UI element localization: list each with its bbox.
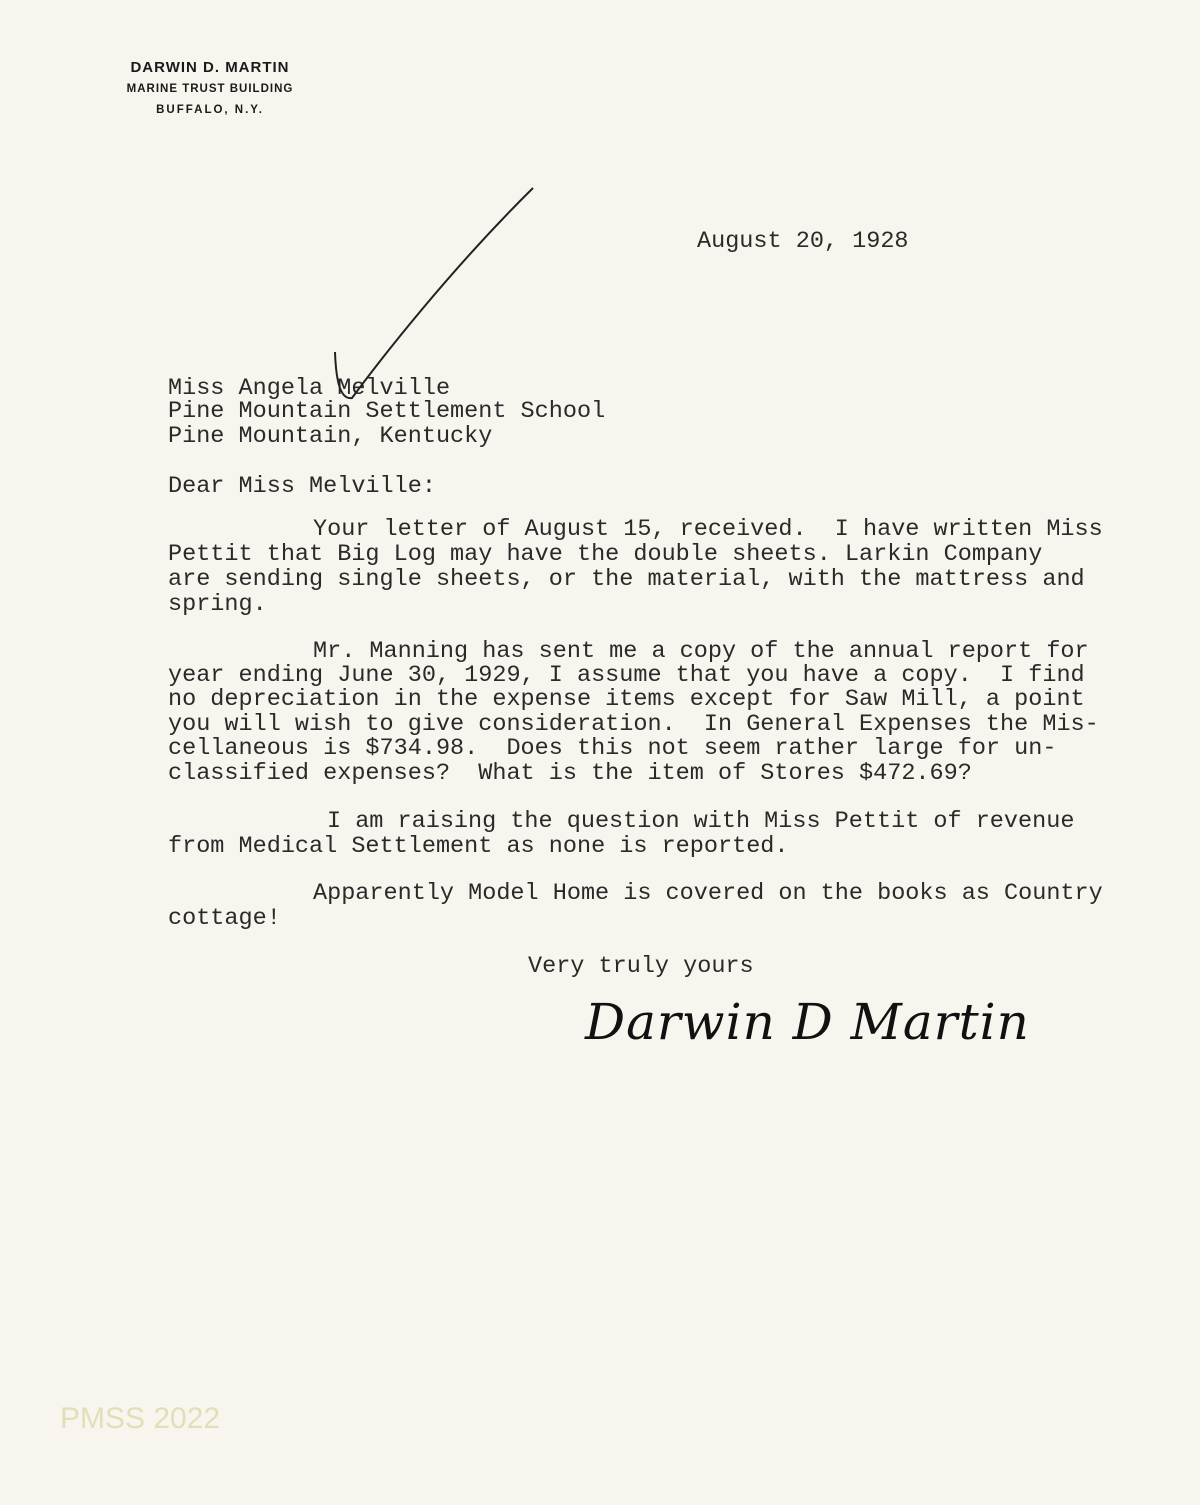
letterhead-building: MARINE TRUST BUILDING [126, 83, 294, 95]
watermark: PMSS 2022 [60, 1402, 221, 1435]
letterhead-city: BUFFALO, N.Y. [156, 104, 264, 116]
body-line: no depreciation in the expense items except for Saw Mill, a point [168, 686, 1085, 713]
body-line: Pettit that Big Log may have the double sheets. Larkin Company [168, 541, 1043, 568]
body-line: are sending single sheets, or the material, with the mattress and [168, 566, 1085, 593]
body-line: cellaneous is $734.98. Does this not seem rather large for un- [168, 735, 1057, 762]
body-line: classified expenses? What is the item of Stores $472.69? [168, 760, 972, 787]
body-line: from Medical Settlement as none is reported. [168, 833, 789, 860]
body-line: you will wish to give consideration. In General Expenses the Mis- [168, 711, 1099, 738]
address-line: Miss Angela Melville [168, 375, 451, 402]
letter-date: August 20, 1928 [697, 228, 909, 255]
closing: Very truly yours [528, 953, 754, 980]
body-line: Apparently Model Home is covered on the books as Country [313, 880, 1103, 907]
body-line: I am raising the question with Miss Pettit of revenue [327, 808, 1075, 835]
signature: Darwin D Martin [585, 993, 1030, 1051]
check-mark [335, 188, 533, 398]
letterhead-name: DARWIN D. MARTIN [130, 59, 290, 76]
address-line: Pine Mountain Settlement School [168, 398, 606, 425]
body-line: cottage! [168, 905, 281, 932]
body-line: year ending June 30, 1929, I assume that you have a copy. I find [168, 662, 1085, 689]
body-line: Your letter of August 15, received. I have written Miss [313, 516, 1103, 543]
body-line: spring. [168, 591, 267, 618]
address-line: Pine Mountain, Kentucky [168, 423, 493, 450]
body-line: Mr. Manning has sent me a copy of the annual report for [313, 638, 1089, 665]
salutation: Dear Miss Melville: [168, 473, 436, 500]
